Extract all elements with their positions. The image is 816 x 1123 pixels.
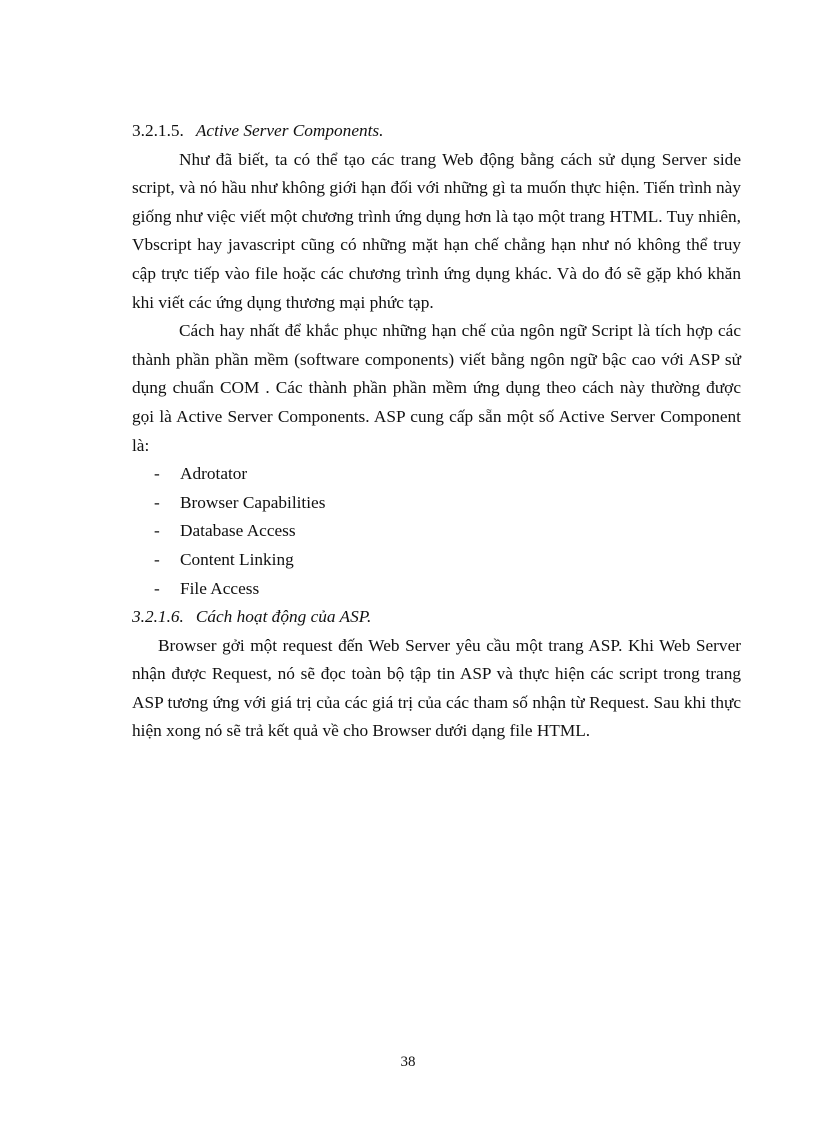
list-marker: - <box>154 549 160 569</box>
component-list <box>132 460 741 603</box>
list-marker: - <box>154 521 160 541</box>
list-item <box>132 575 741 604</box>
paragraph-active-server-components: Cách hay nhất để khắc phục những hạn chế của ngôn ngữ Script là tích hợp các thành phần phần mềm (software components) viết bằng ngôn ngữ bậc cao với ASP sử dụng chuẩn COM . Các thành phần phần mềm ứng dụng theo cách này thường được gọi là Active Server Components. ASP cung cấp sẵn một số Active Server Component là: <box>132 321 741 455</box>
list-item <box>132 546 741 575</box>
list-item <box>132 489 741 518</box>
list-marker: - <box>154 464 160 484</box>
list-item-text: Adrotator <box>180 464 248 484</box>
list-item-text: Browser Capabilities <box>180 492 326 512</box>
list-item-text: Content Linking <box>180 549 294 569</box>
list-marker: - <box>154 578 160 598</box>
section-heading-3-2-1-5 <box>132 117 741 146</box>
list-item-text: File Access <box>180 578 260 598</box>
list-item <box>132 460 741 489</box>
section-number: 3.2.1.6. <box>132 607 184 627</box>
section-number: 3.2.1.5. <box>132 121 184 140</box>
list-item-text: Database Access <box>180 521 296 541</box>
section-title: Active Server Components. <box>195 121 384 140</box>
section-heading-3-2-1-6 <box>132 603 741 632</box>
list-item <box>132 517 741 546</box>
section-title: Cách hoạt động của ASP. <box>195 607 372 627</box>
list-marker: - <box>154 492 160 512</box>
page-number: 38 <box>400 1054 416 1070</box>
paragraph-how-asp-works: Browser gởi một request đến Web Server yêu cầu một trang ASP. Khi Web Server nhận được Request, nó sẽ đọc toàn bộ tập tin ASP và thực hiện các script trong trang ASP tương ứng với giá trị của các giá trị của các tham số nhận từ Request. Sau khi thực hiện xong nó sẽ trả kết quả về cho Browser dưới dạng file HTML. <box>132 635 741 741</box>
paragraph-server-script: Như đã biết, ta có thể tạo các trang Web động bằng cách sử dụng Server side script, và nó hầu như không giới hạn đối với những gì ta muốn thực hiện. Tiến trình này giống như việc viết một chương trình ứng dụng hơn là tạo một trang HTML. Tuy nhiên, Vbscript hay javascript cũng có những mặt hạn chế chẳng hạn như nó không thể truy cập trực tiếp vào file hoặc các chương trình ứng dụng khác. Và do đó sẽ gặp khó khăn khi viết các ứng dụng thương mại phức tạp. <box>132 149 741 312</box>
document-page <box>132 117 741 746</box>
